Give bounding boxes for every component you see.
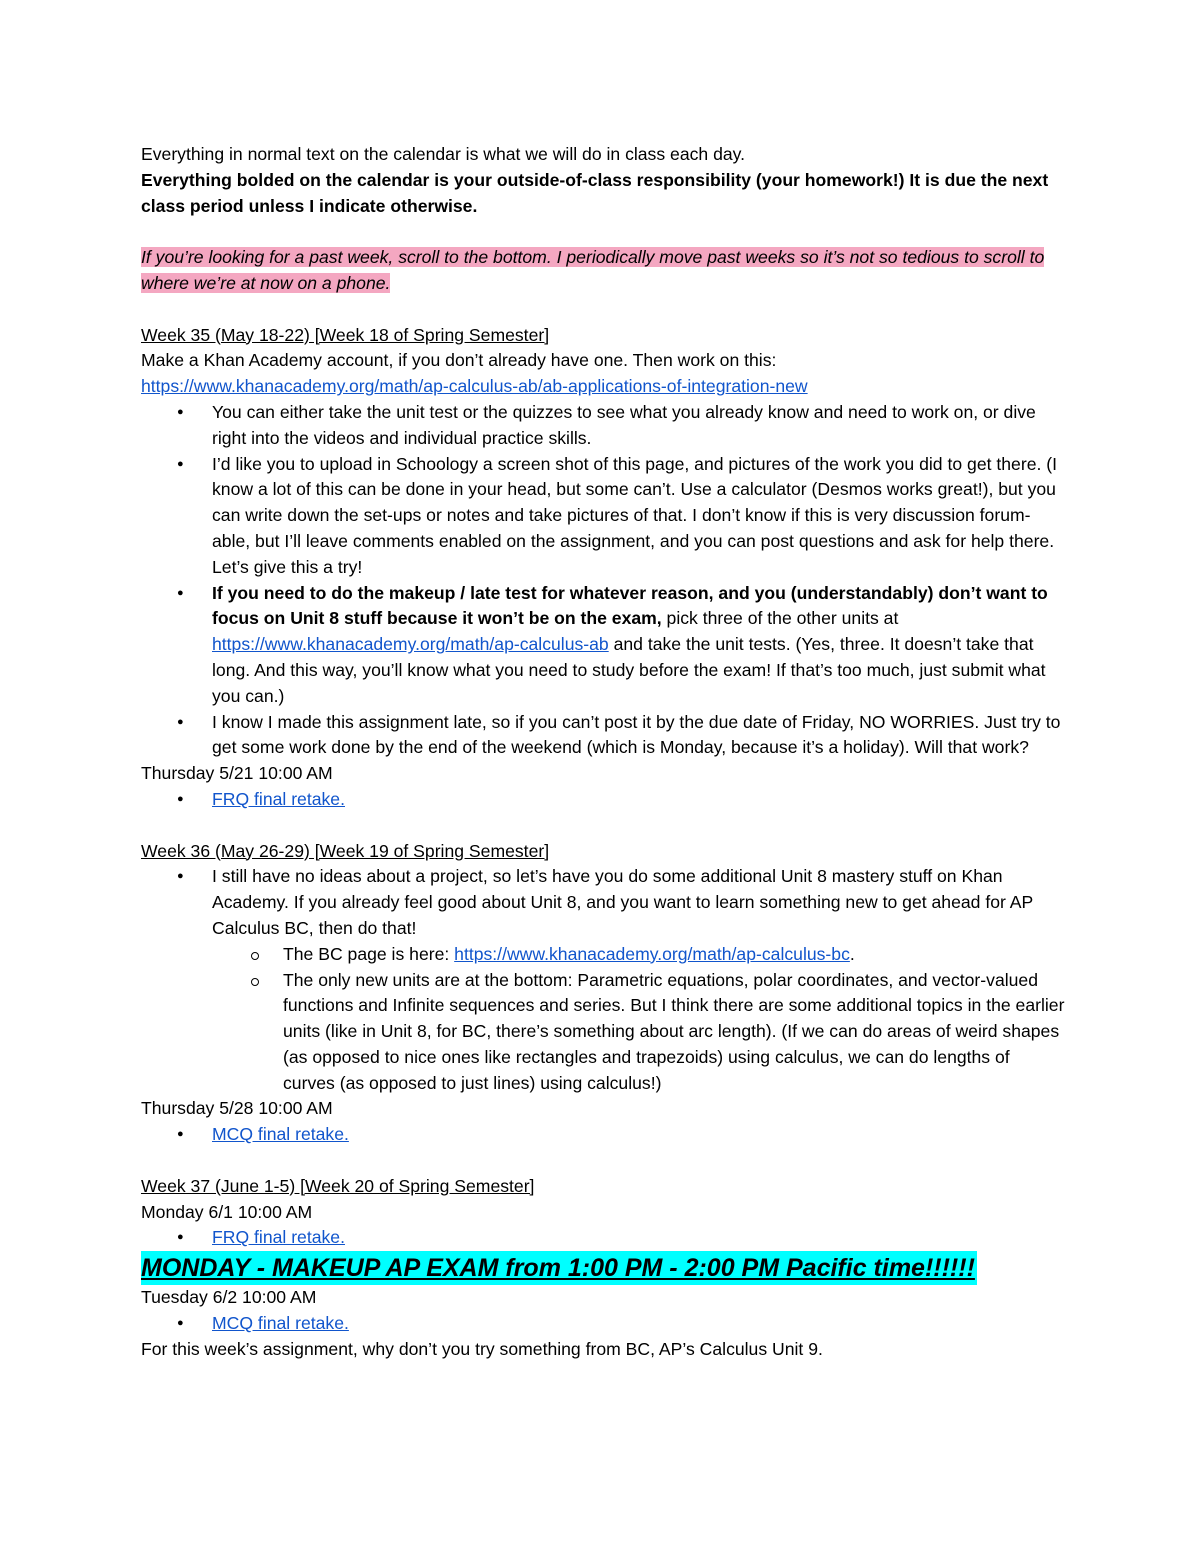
week35-bullet-2: ● I’d like you to upload in Schoology a screen shot of this page, and pictures of the work you did to get there. (I know a lot of this can be done in your head, but some can’t. Use a calculator (Desmos works great!), but you can write down the set-ups or notes and take pictures of that. I don’t know if this is very discussion forum-able, but I’ll leave comments enabled on the assignment, and you can post questions and ask for help there. Let’s give this a try! — [141, 452, 1066, 581]
week35-bullet-1: ● You can either take the unit test or the quizzes to see what you already know and need to work on, or dive right into the videos and individual practice skills. — [141, 400, 1066, 452]
week35-intro: Make a Khan Academy account, if you don’t already have one. Then work on this: — [141, 350, 777, 371]
week36-sub-bullet-1 — [141, 942, 1066, 968]
document-page — [141, 142, 1066, 1363]
week37-day-1: Monday 6/1 10:00 AM — [141, 1201, 313, 1222]
week35-bullet-3-bold: If you need to do the makeup / late test for whatever reason, and you (understandably) don’t want to focus on Unit 8 stuff because it won’t be on the exam, — [212, 582, 1048, 629]
mcq-final-retake-link-2[interactable]: MCQ final retake. — [212, 1313, 349, 1334]
week37-day-2-item — [141, 1311, 1066, 1337]
week36-sub-1-text-b: . — [849, 943, 855, 964]
week36-bullet-1: ● I still have no ideas about a project, so let’s have you do some additional Unit 8 mastery stuff on Khan Academy. If you already feel good about Unit 8, and you want to learn something new to get ahead for AP Calculus BC, then do that! — [141, 864, 1066, 941]
week36-sub-bullet-2: The only new units are at the bottom: Parametric equations, polar coordinates, and vector-valued functions and Infinite sequences and series. But I think there are some additional topics in the earlier units (like in Unit 8, for BC, there’s something about arc length). (If we can do areas of weird shapes (as opposed to nice ones like rectangles and trapezoids) using calculus, we can do lengths of curves (as opposed to just lines) using calculus!) — [141, 968, 1066, 1097]
week35-bullet-3 — [141, 581, 1066, 710]
week35-bullet-3-text-a: pick three of the other units at — [661, 608, 899, 629]
week35-bullet-list — [141, 400, 1066, 761]
week36-bullet-list — [141, 864, 1066, 1096]
week37-day-2: Tuesday 6/2 10:00 AM — [141, 1287, 317, 1308]
week36-day: Thursday 5/28 10:00 AM — [141, 1098, 333, 1119]
week36-sub-1-text-a: The BC page is here: — [283, 943, 455, 964]
week35-heading: Week 35 (May 18-22) [Week 18 of Spring Semester] — [141, 324, 550, 345]
week37-day-1-item — [141, 1225, 1066, 1251]
frq-final-retake-link[interactable]: FRQ final retake. — [212, 788, 345, 809]
week35-day-item — [141, 787, 1066, 813]
calculus-bc-link[interactable]: https://www.khanacademy.org/math/ap-calculus-bc — [454, 943, 850, 964]
mcq-final-retake-link[interactable]: MCQ final retake. — [212, 1124, 349, 1145]
week35-day: Thursday 5/21 10:00 AM — [141, 763, 333, 784]
intro-normal-text: Everything in normal text on the calendar is what we will do in class each day. — [141, 144, 746, 164]
past-week-note: If you’re looking for a past week, scroll to the bottom. I periodically move past weeks so it’s not so tedious to scroll to where we’re at now on a phone. — [141, 247, 1045, 293]
week37-heading: Week 37 (June 1-5) [Week 20 of Spring Semester] — [141, 1175, 535, 1196]
week35-bullet-4: ● I know I made this assignment late, so if you can’t post it by the due date of Friday, NO WORRIES. Just try to get some work done by the end of the weekend (which is Monday, because it’s a holiday). Will that work? — [141, 710, 1066, 762]
week36-heading: Week 36 (May 26-29) [Week 19 of Spring Semester] — [141, 840, 550, 861]
week35-bullet-3-text-b: and take the unit tests. (Yes, three. It doesn’t take that long. And this way, you’ll know what you need to study before the exam! If that’s too much, just submit what you can.) — [212, 634, 1046, 706]
week37-closing: For this week’s assignment, why don’t you try something from BC, AP’s Calculus Unit 9. — [141, 1338, 823, 1359]
calculus-ab-link[interactable]: https://www.khanacademy.org/math/ap-calculus-ab — [212, 634, 609, 655]
week36-day-item — [141, 1122, 1066, 1148]
intro-bold-text: Everything bolded on the calendar is your outside-of-class responsibility (your homework!) It is due the next class period unless I indicate otherwise. — [141, 169, 1049, 216]
makeup-exam-banner: MONDAY - MAKEUP AP EXAM from 1:00 PM - 2:00 PM Pacific time!!!!!! — [141, 1251, 977, 1285]
week35-applications-link[interactable]: https://www.khanacademy.org/math/ap-calculus-ab/ab-applications-of-integration-new — [141, 376, 808, 397]
frq-final-retake-link-2[interactable]: FRQ final retake. — [212, 1227, 345, 1248]
